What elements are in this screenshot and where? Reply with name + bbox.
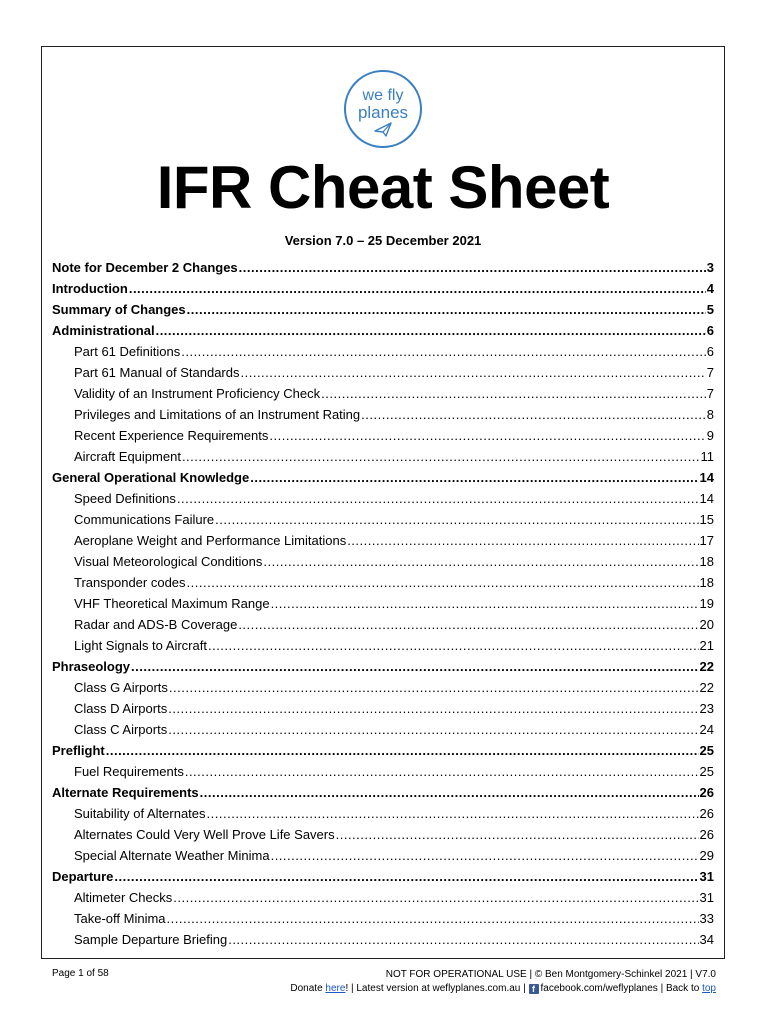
toc-dot-leader	[168, 719, 698, 740]
toc-subsection-entry[interactable]	[52, 614, 714, 635]
toc-dot-leader	[269, 425, 705, 446]
toc-entry-title: Suitability of Alternates	[74, 806, 206, 821]
toc-dot-leader	[263, 551, 698, 572]
toc-entry-title: Class C Airports	[74, 722, 168, 737]
toc-dot-leader	[238, 614, 698, 635]
toc-dot-leader	[156, 320, 706, 341]
toc-entry-page: 26	[699, 827, 714, 842]
toc-entry-page: 21	[699, 638, 714, 653]
toc-dot-leader	[129, 278, 706, 299]
toc-dot-leader	[181, 341, 706, 362]
toc-dot-leader	[239, 257, 706, 278]
toc-entry-page: 7	[706, 365, 714, 380]
toc-entry-title: Special Alternate Weather Minima	[74, 848, 270, 863]
toc-entry-title: Validity of an Instrument Proficiency Check	[74, 386, 321, 401]
toc-dot-leader	[200, 782, 699, 803]
toc-entry-title: Visual Meteorological Conditions	[74, 554, 263, 569]
toc-subsection-entry[interactable]	[52, 509, 714, 530]
toc-entry-page: 24	[699, 722, 714, 737]
toc-subsection-entry[interactable]	[52, 488, 714, 509]
toc-entry-page: 11	[700, 449, 714, 464]
toc-dot-leader	[182, 446, 700, 467]
toc-entry-page: 23	[699, 701, 714, 716]
toc-entry-title: Light Signals to Aircraft	[74, 638, 207, 653]
toc-entry-title: Speed Definitions	[74, 491, 176, 506]
toc-entry-title: Note for December 2 Changes	[52, 260, 238, 275]
toc-subsection-entry[interactable]	[52, 425, 714, 446]
toc-dot-leader	[228, 929, 698, 950]
paper-plane-icon	[375, 123, 391, 136]
toc-subsection-entry[interactable]	[52, 530, 714, 551]
toc-entry-title: Aeroplane Weight and Performance Limitations	[74, 533, 347, 548]
toc-entry-page: 19	[699, 596, 714, 611]
footer-info	[290, 968, 716, 996]
toc-subsection-entry[interactable]	[52, 719, 714, 740]
toc-dot-leader	[167, 908, 699, 929]
toc-dot-leader	[106, 740, 699, 761]
facebook-text: facebook.com/weflyplanes	[540, 983, 658, 994]
footer-disclaimer: NOT FOR OPERATIONAL USE | © Ben Montgomery-Schinkel 2021 | V7.0	[385, 969, 716, 980]
footer-links-line	[290, 982, 716, 996]
toc-entry-title: Phraseology	[52, 659, 131, 674]
toc-dot-leader	[250, 467, 698, 488]
toc-entry-page: 17	[699, 533, 714, 548]
toc-entry-title: Communications Failure	[74, 512, 215, 527]
toc-entry-page: 22	[699, 659, 714, 674]
toc-dot-leader	[336, 824, 699, 845]
toc-entry-title: Part 61 Manual of Standards	[74, 365, 240, 380]
document-title: IFR Cheat Sheet	[156, 154, 610, 221]
toc-subsection-entry[interactable]	[52, 635, 714, 656]
toc-dot-leader	[114, 866, 698, 887]
toc-entry-page: 4	[706, 281, 714, 296]
toc-subsection-entry[interactable]	[52, 908, 714, 929]
toc-section-entry[interactable]	[52, 257, 714, 278]
toc-entry-page: 15	[699, 512, 714, 527]
toc-entry-page: 8	[706, 407, 714, 422]
toc-entry-title: Radar and ADS-B Coverage	[74, 617, 238, 632]
toc-subsection-entry[interactable]	[52, 845, 714, 866]
donate-link[interactable]: here	[325, 983, 346, 994]
toc-entry-page: 6	[706, 344, 714, 359]
toc-entry-page: 18	[699, 575, 714, 590]
toc-dot-leader	[169, 677, 699, 698]
toc-entry-title: Introduction	[52, 281, 128, 296]
toc-section-entry[interactable]	[52, 740, 714, 761]
toc-dot-leader	[347, 530, 698, 551]
toc-entry-page: 14	[699, 491, 714, 506]
toc-subsection-entry[interactable]	[52, 572, 714, 593]
toc-dot-leader	[173, 887, 698, 908]
toc-subsection-entry[interactable]	[52, 551, 714, 572]
toc-entry-title: Administrational	[52, 323, 155, 338]
facebook-icon: f	[529, 984, 539, 994]
toc-entry-page: 25	[699, 743, 714, 758]
toc-entry-page: 22	[699, 680, 714, 695]
toc-dot-leader	[241, 362, 706, 383]
toc-subsection-entry[interactable]	[52, 824, 714, 845]
toc-entry-page: 7	[706, 386, 714, 401]
toc-entry-page: 3	[706, 260, 714, 275]
toc-entry-page: 20	[699, 617, 714, 632]
toc-entry-page: 5	[706, 302, 714, 317]
table-of-contents	[52, 257, 714, 950]
toc-entry-title: Departure	[52, 869, 114, 884]
toc-dot-leader	[207, 803, 699, 824]
weflyplanes-logo	[342, 68, 424, 150]
version-line: Version 7.0 – 25 December 2021	[284, 233, 482, 248]
toc-dot-leader	[271, 593, 699, 614]
toc-entry-page: 14	[699, 470, 714, 485]
toc-section-entry[interactable]	[52, 278, 714, 299]
toc-section-entry[interactable]	[52, 866, 714, 887]
toc-entry-title: VHF Theoretical Maximum Range	[74, 596, 270, 611]
toc-subsection-entry[interactable]	[52, 362, 714, 383]
toc-subsection-entry[interactable]	[52, 383, 714, 404]
toc-subsection-entry[interactable]	[52, 677, 714, 698]
toc-subsection-entry[interactable]	[52, 929, 714, 950]
toc-dot-leader	[131, 656, 699, 677]
toc-dot-leader	[271, 845, 699, 866]
page-number: Page 1 of 58	[52, 968, 109, 979]
toc-entry-page: 29	[699, 848, 714, 863]
toc-section-entry[interactable]	[52, 320, 714, 341]
toc-entry-page: 26	[699, 806, 714, 821]
toc-dot-leader	[215, 509, 698, 530]
donate-suffix: ! | Latest version at weflyplanes.com.au |	[345, 983, 529, 994]
donate-prefix: Donate	[290, 983, 326, 994]
toc-entry-page: 34	[699, 932, 714, 947]
toc-entry-page: 25	[699, 764, 714, 779]
toc-dot-leader	[208, 635, 699, 656]
toc-entry-page: 33	[699, 911, 714, 926]
toc-entry-title: Alternates Could Very Well Prove Life Savers	[74, 827, 335, 842]
toc-subsection-entry[interactable]	[52, 341, 714, 362]
toc-section-entry[interactable]	[52, 782, 714, 803]
toc-entry-page: 26	[699, 785, 714, 800]
toc-entry-title: Class D Airports	[74, 701, 168, 716]
toc-subsection-entry[interactable]	[52, 446, 714, 467]
toc-entry-title: Privileges and Limitations of an Instrument Rating	[74, 407, 361, 422]
toc-dot-leader	[168, 698, 698, 719]
toc-entry-title: Fuel Requirements	[74, 764, 184, 779]
toc-subsection-entry[interactable]	[52, 593, 714, 614]
toc-entry-title: Aircraft Equipment	[74, 449, 181, 464]
toc-section-entry[interactable]	[52, 467, 714, 488]
logo-line1: we fly	[362, 87, 404, 104]
toc-subsection-entry[interactable]	[52, 698, 714, 719]
back-to-top-link[interactable]: top	[702, 983, 716, 994]
toc-entry-title: Recent Experience Requirements	[74, 428, 269, 443]
toc-entry-title: Take-off Minima	[74, 911, 166, 926]
toc-entry-page: 9	[706, 428, 714, 443]
toc-entry-page: 18	[699, 554, 714, 569]
toc-dot-leader	[185, 761, 699, 782]
toc-entry-page: 31	[699, 869, 714, 884]
toc-entry-title: Transponder codes	[74, 575, 186, 590]
toc-entry-title: General Operational Knowledge	[52, 470, 250, 485]
toc-entry-title: Preflight	[52, 743, 105, 758]
toc-dot-leader	[361, 404, 706, 425]
toc-entry-title: Class G Airports	[74, 680, 168, 695]
toc-subsection-entry[interactable]	[52, 761, 714, 782]
toc-entry-title: Altimeter Checks	[74, 890, 173, 905]
toc-entry-page: 31	[699, 890, 714, 905]
toc-entry-title: Sample Departure Briefing	[74, 932, 228, 947]
toc-entry-title: Part 61 Definitions	[74, 344, 181, 359]
logo-line2: planes	[357, 103, 409, 122]
toc-dot-leader	[187, 572, 699, 593]
toc-dot-leader	[177, 488, 699, 509]
toc-section-entry[interactable]	[52, 299, 714, 320]
toc-entry-title: Summary of Changes	[52, 302, 186, 317]
toc-entry-page: 6	[706, 323, 714, 338]
toc-subsection-entry[interactable]	[52, 404, 714, 425]
toc-subsection-entry[interactable]	[52, 887, 714, 908]
toc-dot-leader	[187, 299, 706, 320]
toc-entry-title: Alternate Requirements	[52, 785, 199, 800]
toc-section-entry[interactable]	[52, 656, 714, 677]
toc-subsection-entry[interactable]	[52, 803, 714, 824]
back-prefix: | Back to	[657, 983, 703, 994]
toc-dot-leader	[321, 383, 706, 404]
